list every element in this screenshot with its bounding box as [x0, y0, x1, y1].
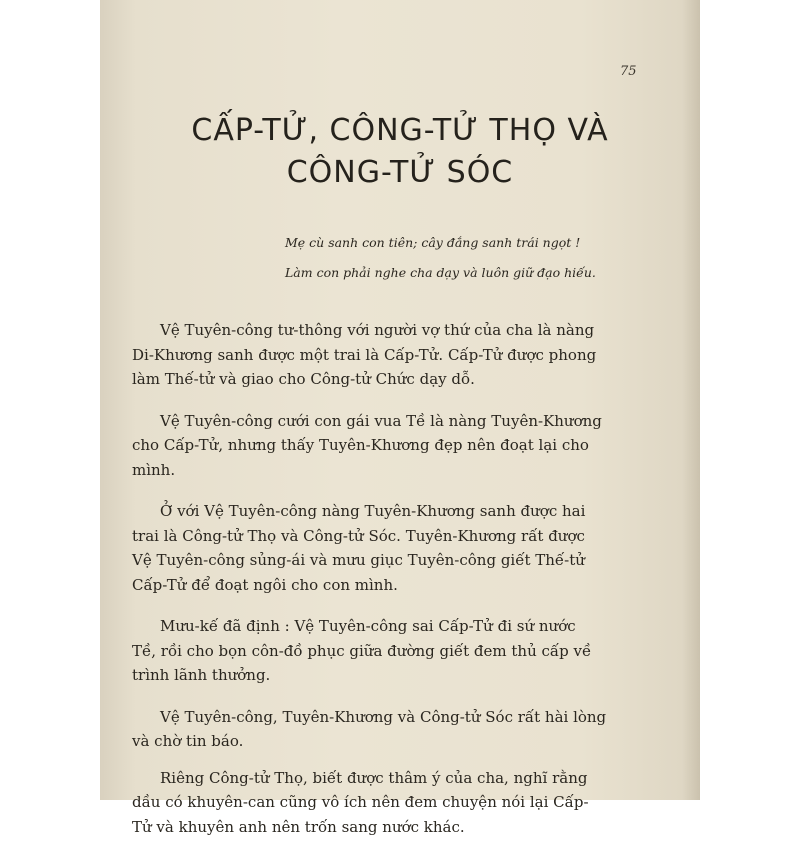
chapter-title: [100, 110, 700, 194]
paragraph: [132, 705, 632, 754]
epigraph-line: Mẹ cù sanh con tiên; cây đắng sanh trái ngọt !: [285, 235, 581, 250]
text-line: và chờ tin báo.: [132, 732, 244, 750]
paragraph: [132, 409, 632, 483]
paragraph: [132, 766, 632, 840]
text-line: Tề, rồi cho bọn côn-đồ phục giữa đường giết đem thủ cấp về: [132, 641, 592, 660]
text-line: Riêng Công-tử Thọ, biết được thâm ý của cha, nghĩ rằng: [160, 768, 588, 787]
text-line: Tử và khuyên anh nên trốn sang nước khác.: [132, 817, 465, 836]
text-line: Mưu-kế đã định : Vệ Tuyên-công sai Cấp-Tử đi sứ nước: [160, 617, 576, 635]
epigraph: [285, 228, 665, 288]
page-number: 75: [620, 64, 637, 79]
paragraph: [132, 499, 632, 597]
text-line: làm Thế-tử và giao cho Công-tử Chức dạy dỗ.: [132, 370, 475, 388]
epigraph-line: Làm con phải nghe cha dạy và luôn giữ đạo hiếu.: [285, 265, 596, 280]
text-line: Ở với Vệ Tuyên-công nàng Tuyên-Khương sanh được hai: [160, 502, 586, 520]
text-line: trai là Công-tử Thọ và Công-tử Sóc. Tuyên-Khương rất được: [132, 526, 585, 545]
paragraph: [132, 614, 632, 688]
text-line: trình lãnh thưởng.: [132, 666, 271, 684]
text-line: Vệ Tuyên-công cưới con gái vua Tề là nàng Tuyên-Khương: [160, 411, 602, 430]
paragraph: [132, 318, 632, 392]
text-line: Vệ Tuyên-công sủng-ái và mưu giục Tuyên-công giết Thế-tử: [132, 551, 585, 569]
text-line: Vệ Tuyên-công tư-thông với người vợ thứ của cha là nàng: [160, 321, 595, 339]
text-line: Cấp-Tử để đoạt ngôi cho con mình.: [132, 575, 398, 594]
text-line: dầu có khuyên-can cũng vô ích nên đem chuyện nói lại Cấp-: [132, 793, 589, 811]
body-text: [132, 318, 632, 856]
text-line: Di-Khương sanh được một trai là Cấp-Tử. Cấp-Tử được phong: [132, 345, 597, 364]
title-line: CẤP-TỬ, CÔNG-TỬ THỌ VÀ: [191, 113, 609, 148]
title-line: CÔNG-TỬ SÓC: [286, 155, 514, 190]
text-line: cho Cấp-Tử, nhưng thấy Tuyên-Khương đẹp nên đoạt lại cho: [132, 436, 589, 454]
text-line: Vệ Tuyên-công, Tuyên-Khương và Công-tử Sóc rất hài lòng: [160, 707, 607, 726]
text-line: mình.: [132, 460, 176, 479]
